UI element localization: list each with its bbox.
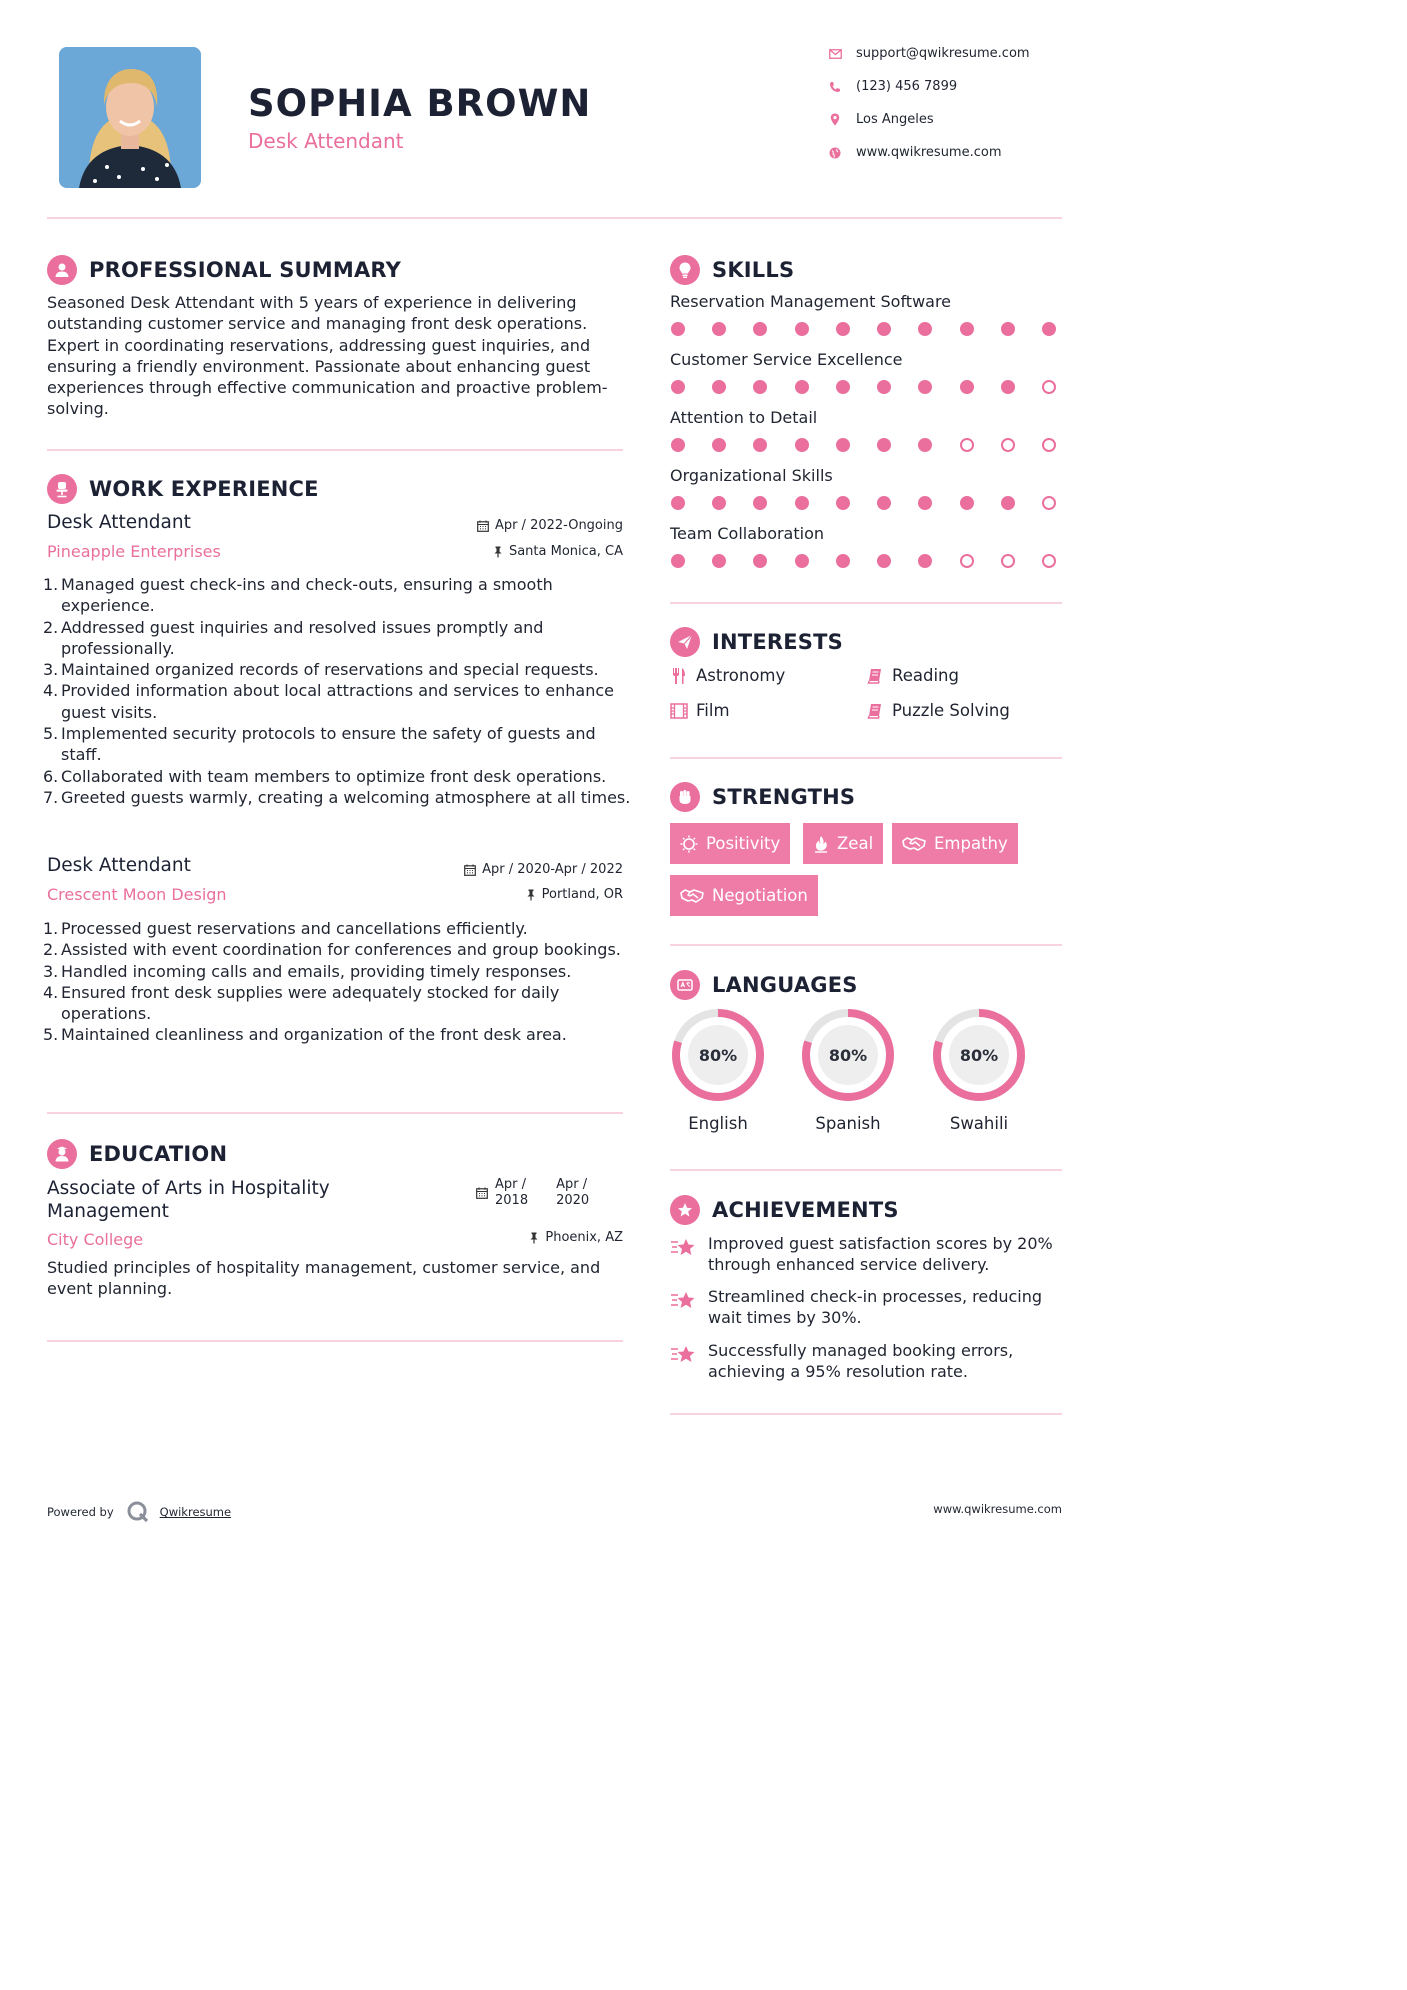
strengths-divider [670, 944, 1062, 946]
candidate-role: Desk Attendant [248, 129, 404, 153]
list-item: 4. Provided information about local attractions and services to enhance guest visits. [43, 681, 614, 722]
list-item: 6. Collaborated with team members to optimize front desk operations. [43, 766, 607, 786]
rating-dot-filled [918, 322, 932, 336]
skill-rating [671, 322, 1056, 336]
rating-dot-filled [712, 496, 726, 510]
pushpin-icon [526, 889, 536, 901]
rating-dot-empty [960, 438, 974, 452]
skill-name: Team Collaboration [670, 524, 825, 543]
contact-phone-text: (123) 456 7899 [856, 79, 958, 94]
list-item: 5. Maintained cleanliness and organization of the front desk area. [43, 1025, 567, 1045]
rating-dot-empty [1042, 496, 1056, 510]
job-title: Desk Attendant [47, 512, 191, 533]
rating-dot-filled [753, 322, 767, 336]
rating-dot-filled [712, 380, 726, 394]
achievement-item: Streamlined check-in processes, reducing wait times by 30%. [670, 1286, 1065, 1329]
rating-dot-filled [671, 554, 685, 568]
calendar-icon [477, 520, 489, 532]
achievements-heading [670, 1195, 899, 1225]
list-item: 5. Implemented security protocols to ensure the safety of guests and staff. [43, 724, 596, 765]
rating-dot-empty [1042, 438, 1056, 452]
language-icon [670, 970, 700, 1000]
phone-icon [828, 80, 842, 94]
contact-website[interactable] [828, 145, 1002, 160]
rating-dot-filled [795, 496, 809, 510]
language-percent: 80% [959, 1046, 999, 1065]
header-divider [47, 217, 1062, 219]
rating-dot-filled [712, 438, 726, 452]
language-name: Swahili [949, 1114, 1009, 1133]
user-icon [47, 255, 77, 285]
education-location: Phoenix, AZ [529, 1230, 623, 1245]
shooting-star-icon [670, 1340, 698, 1368]
rating-dot-filled [671, 496, 685, 510]
contact-email[interactable] [828, 46, 1030, 61]
rating-dot-filled [753, 554, 767, 568]
education-heading [47, 1139, 227, 1169]
language-name: Spanish [815, 1114, 881, 1133]
globe-icon [828, 146, 842, 160]
rating-dot-filled [836, 554, 850, 568]
rating-dot-filled [877, 554, 891, 568]
skill-name: Reservation Management Software [670, 292, 952, 311]
interest-item: Film [670, 701, 730, 720]
skills-heading [670, 255, 794, 285]
strength-chip: Zeal [803, 823, 883, 864]
skill-rating [671, 380, 1056, 394]
education-title: EDUCATION [89, 1142, 228, 1166]
rating-dot-filled [877, 380, 891, 394]
skill-name: Customer Service Excellence [670, 350, 903, 369]
list-item: 2. Assisted with event coordination for conferences and group bookings. [43, 940, 621, 960]
degree: Associate of Arts in Hospitality Management [47, 1178, 330, 1222]
contact-email-text: support@qwikresume.com [856, 46, 1030, 61]
job-bullets [43, 918, 632, 1046]
job-dates: Apr / 2022-Ongoing [477, 518, 623, 533]
shooting-star-icon [670, 1233, 698, 1261]
rating-dot-filled [712, 554, 726, 568]
rating-dot-filled [877, 438, 891, 452]
rating-dot-empty [1001, 554, 1015, 568]
list-item: 2. Addressed guest inquiries and resolved issues promptly and professionally. [43, 617, 544, 658]
rating-dot-filled [918, 496, 932, 510]
skill-name: Attention to Detail [670, 408, 818, 427]
location-pin-icon [828, 113, 842, 127]
contact-phone[interactable] [828, 79, 957, 94]
achievement-item: Improved guest satisfaction scores by 20% through enhanced service delivery. [670, 1233, 1065, 1276]
calendar-icon [476, 1187, 488, 1199]
strength-chip: Negotiation [670, 875, 818, 916]
experience-title: WORK EXPERIENCE [89, 477, 319, 501]
rating-dot-filled [877, 496, 891, 510]
experience-heading [47, 474, 319, 504]
skill-rating [671, 438, 1056, 452]
job-title: Desk Attendant [47, 855, 191, 876]
book-icon [866, 667, 884, 685]
rating-dot-empty [1001, 438, 1015, 452]
rating-dot-filled [836, 496, 850, 510]
paper-plane-icon [670, 627, 700, 657]
rating-dot-empty [1042, 380, 1056, 394]
education-divider [47, 1340, 623, 1342]
rating-dot-filled [795, 554, 809, 568]
job-dates: Apr / 2020-Apr / 2022 [464, 862, 623, 877]
list-item: 3. Maintained organized records of reservations and special requests. [43, 660, 599, 680]
language-gauge [670, 1007, 766, 1107]
interests-heading [670, 627, 843, 657]
mail-icon [828, 47, 842, 61]
job-location: Portland, OR [526, 887, 623, 902]
language-percent: 80% [698, 1046, 738, 1065]
rating-dot-filled [836, 380, 850, 394]
candidate-name: SOPHIA BROWN [248, 82, 592, 125]
pushpin-icon [529, 1232, 539, 1244]
rating-dot-filled [671, 438, 685, 452]
education-text: Studied principles of hospitality management, customer service, and event planning. [47, 1258, 601, 1299]
list-item: 3. Handled incoming calls and emails, providing timely responses. [43, 961, 572, 981]
strength-chip: Empathy [892, 823, 1018, 864]
flame-icon [813, 835, 829, 853]
sun-icon [680, 835, 698, 853]
handshake-icon [680, 888, 704, 904]
list-item: 1. Managed guest check-ins and check-outs, ensuring a smooth experience. [43, 575, 553, 616]
contact-location-text: Los Angeles [856, 112, 934, 127]
rating-dot-filled [753, 496, 767, 510]
rating-dot-filled [795, 322, 809, 336]
achievements-divider [670, 1413, 1062, 1415]
strengths-title: STRENGTHS [712, 785, 856, 809]
contact-location [828, 112, 934, 127]
summary-divider [47, 449, 623, 451]
achievement-item: Successfully managed booking errors, achieving a 95% resolution rate. [670, 1340, 1065, 1383]
rating-dot-filled [753, 380, 767, 394]
rating-dot-empty [1042, 554, 1056, 568]
contact-website-text: www.qwikresume.com [856, 145, 1002, 160]
languages-heading [670, 970, 858, 1000]
interest-item: Reading [866, 666, 959, 685]
rating-dot-filled [836, 438, 850, 452]
rating-dot-filled [960, 380, 974, 394]
language-gauge [931, 1007, 1027, 1107]
calendar-icon [464, 864, 476, 876]
rating-dot-filled [918, 438, 932, 452]
summary-title: PROFESSIONAL SUMMARY [89, 258, 402, 282]
list-item: 1. Processed guest reservations and cancellations efficiently. [43, 919, 528, 938]
cutlery-icon [670, 667, 688, 685]
star-badge-icon [670, 1195, 700, 1225]
film-icon [670, 702, 688, 720]
lightbulb-icon [670, 255, 700, 285]
interests-title: INTERESTS [712, 630, 843, 654]
skill-rating [671, 554, 1056, 568]
strengths-heading [670, 782, 855, 812]
qwikresume-logo-icon [126, 1500, 150, 1524]
skills-divider [670, 602, 1062, 604]
education-dates: Apr / 2018 Apr / 2020 [476, 1177, 589, 1209]
list-item: 4. Ensured front desk supplies were adequately stocked for daily operations. [43, 982, 560, 1024]
rating-dot-filled [671, 380, 685, 394]
pushpin-icon [493, 546, 503, 558]
graduate-icon [47, 1139, 77, 1169]
footer-url[interactable]: www.qwikresume.com [933, 1502, 1062, 1516]
list-item: 7. Greeted guests warmly, creating a welcoming atmosphere at all times. [43, 787, 631, 807]
qwikresume-link[interactable]: Qwikresume [159, 1505, 232, 1519]
profile-photo [59, 47, 201, 188]
book-icon [866, 702, 884, 720]
achievements-title: ACHIEVEMENTS [712, 1198, 899, 1222]
interests-divider [670, 757, 1062, 759]
summary-heading [47, 255, 401, 285]
language-gauge [800, 1007, 896, 1107]
experience-divider [47, 1112, 623, 1114]
language-percent: 80% [828, 1046, 868, 1065]
office-chair-icon [47, 474, 77, 504]
rating-dot-filled [836, 322, 850, 336]
footer-powered-by: Powered by Qwikresume [47, 1500, 231, 1524]
rating-dot-filled [1001, 496, 1015, 510]
job-company: Pineapple Enterprises [47, 542, 221, 561]
rating-dot-filled [1001, 322, 1015, 336]
rating-dot-filled [877, 322, 891, 336]
summary-text: Seasoned Desk Attendant with 5 years of experience in delivering outstanding customer service and managing front desk operations. Expert in coordinating reservations, addressing guest inquiries, and ensuring a friendly environment. Passionate about enhancing guest experiences through effective communication and proactive problem-solving. [47, 293, 608, 419]
rating-dot-filled [1001, 380, 1015, 394]
rating-dot-filled [753, 438, 767, 452]
languages-divider [670, 1169, 1062, 1171]
fist-icon [670, 782, 700, 812]
strength-chip: Positivity [670, 823, 790, 864]
job-location: Santa Monica, CA [493, 544, 623, 559]
interest-item: Astronomy [670, 666, 785, 685]
rating-dot-filled [960, 496, 974, 510]
shooting-star-icon [670, 1286, 698, 1314]
rating-dot-filled [671, 322, 685, 336]
language-name: English [688, 1114, 748, 1133]
job-bullets [43, 574, 632, 808]
skill-name: Organizational Skills [670, 466, 833, 485]
rating-dot-filled [918, 380, 932, 394]
rating-dot-filled [1042, 322, 1056, 336]
rating-dot-filled [918, 554, 932, 568]
rating-dot-filled [795, 438, 809, 452]
rating-dot-filled [960, 322, 974, 336]
interest-item: Puzzle Solving [866, 701, 1010, 720]
rating-dot-filled [712, 322, 726, 336]
skill-rating [671, 496, 1056, 510]
skills-title: SKILLS [712, 258, 795, 282]
rating-dot-empty [960, 554, 974, 568]
school: City College [47, 1230, 144, 1249]
rating-dot-filled [795, 380, 809, 394]
languages-title: LANGUAGES [712, 973, 858, 997]
handshake-icon [902, 836, 926, 852]
job-company: Crescent Moon Design [47, 885, 227, 904]
